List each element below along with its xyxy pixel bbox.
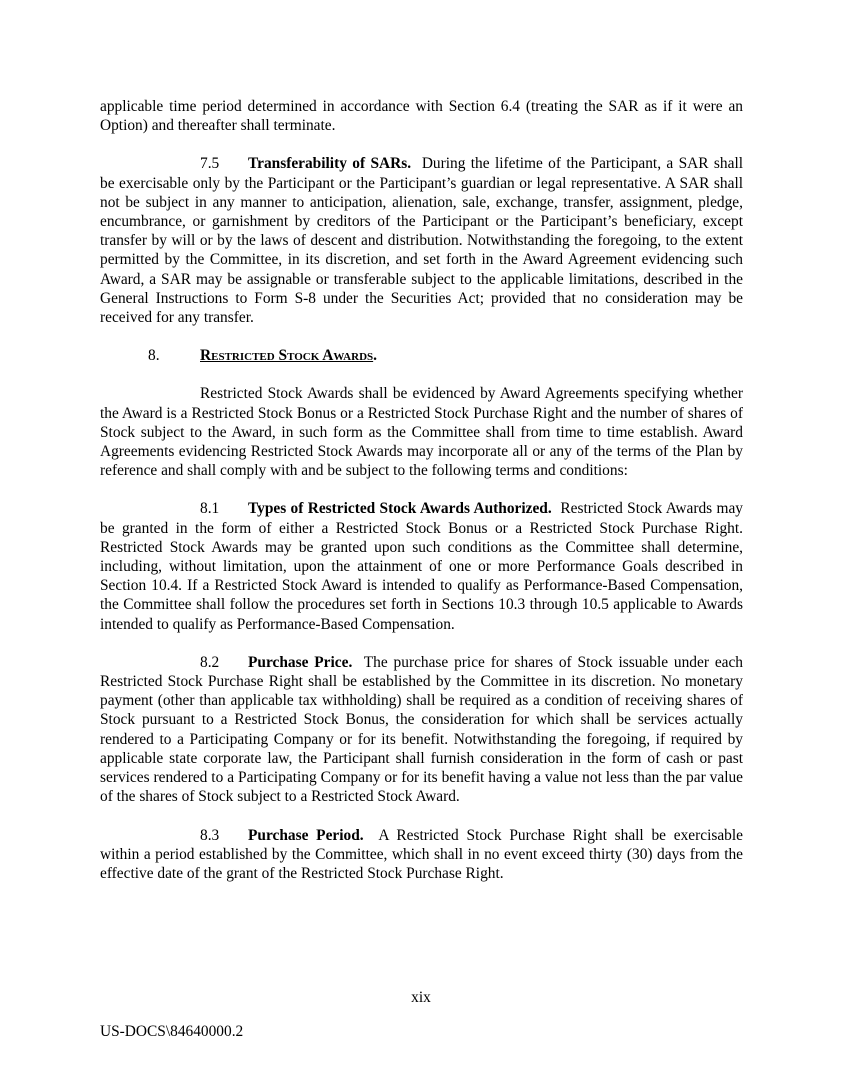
section-text: The purchase price for shares of Stock issuable under each Restricted Stock Purchase Right shall be established by the Committee in its discretion. No monetary payment (other than applicable tax withholding) shall be required as a condition of receiving shares of Stock pursuant to a Restricted Stock Bonus, the consideration for which shall be services actually rendered to a Participating Company or for its benefit. Notwithstanding the foregoing, if required by applicable state corporate law, the Participant shall furnish consideration in the form of cash or past services rendered to a Participating Company or for its benefit having a value not less than the par value of the shares of Stock subject to a Restricted Stock Award. [100, 653, 744, 806]
section-title: Restricted Stock Awards [200, 347, 374, 365]
section-number: 8.3 [200, 826, 220, 844]
page-number: xix [411, 989, 431, 1006]
section-title: Types of Restricted Stock Awards Authorized. [248, 500, 552, 518]
section-text: A Restricted Stock Purchase Right shall be exercisable within a period established by the Committee, which shall in no event exceed thirty (30) days from the effective date of the grant of the Restricted Stock Purchase Right. [100, 826, 743, 882]
continuation-paragraph: applicable time period determined in accordance with Section 6.4 (treating the SAR as if it were an Option) and thereafter shall terminate. [100, 98, 743, 135]
document-id: US-DOCS\84640000.2 [100, 1023, 244, 1040]
section-number: 8.2 [200, 653, 220, 671]
section-text: Restricted Stock Awards may be granted in the form of either a Restricted Stock Bonus or a Restricted Stock Purchase Right. Restricted Stock Awards may be granted upon such conditions as the Committee shall determine, including, without limitation, upon the attainment of one or more Performance Goals described in Section 10.4. If a Restricted Stock Award is intended to qualify as Performance-Based Compensation, the Committee shall follow the procedures set forth in Sections 10.3 through 10.5 applicable to Awards intended to qualify as Performance-Based Compensation. [100, 500, 743, 633]
section-8-2 [100, 653, 743, 807]
section-7-5 [100, 154, 743, 327]
section-title: Transferability of SARs. [248, 155, 412, 173]
section-number: 8. [148, 347, 160, 365]
section-8-3 [100, 826, 743, 884]
section-title-period: . [373, 347, 377, 365]
section-number: 8.1 [200, 500, 220, 518]
section-title: Purchase Price. [248, 653, 353, 671]
section-8-intro: Restricted Stock Awards shall be evidenced by Award Agreements specifying whether the Award is a Restricted Stock Bonus or a Restricted Stock Purchase Right and the number of shares of Stock subject to the Award, in such form as the Committee shall from time to time establish. Award Agreements evidencing Restricted Stock Awards may incorporate all or any of the terms of the Plan by reference and shall comply with and be subject to the following terms and conditions: [100, 385, 743, 480]
section-8-heading [100, 346, 743, 365]
section-title: Purchase Period. [248, 826, 364, 844]
section-number: 7.5 [200, 155, 220, 173]
section-text: During the lifetime of the Participant, a SAR shall be exercisable only by the Participant or the Participant’s guardian or legal representative. A SAR shall not be subject in any manner to anticipation, alienation, sale, exchange, transfer, assignment, pledge, encumbrance, or garnishment by creditors of the Participant or the Participant’s beneficiary, except transfer by will or by the laws of descent and distribution. Notwithstanding the foregoing, to the extent permitted by the Committee, in its discretion, and set forth in the Award Agreement evidencing such Award, a SAR may be assignable or transferable subject to the applicable limitations, described in the General Instructions to Form S-8 under the Securities Act; provided that no consideration may be received for any transfer. [100, 155, 743, 327]
section-8-1 [100, 499, 743, 633]
document-page [100, 97, 743, 883]
